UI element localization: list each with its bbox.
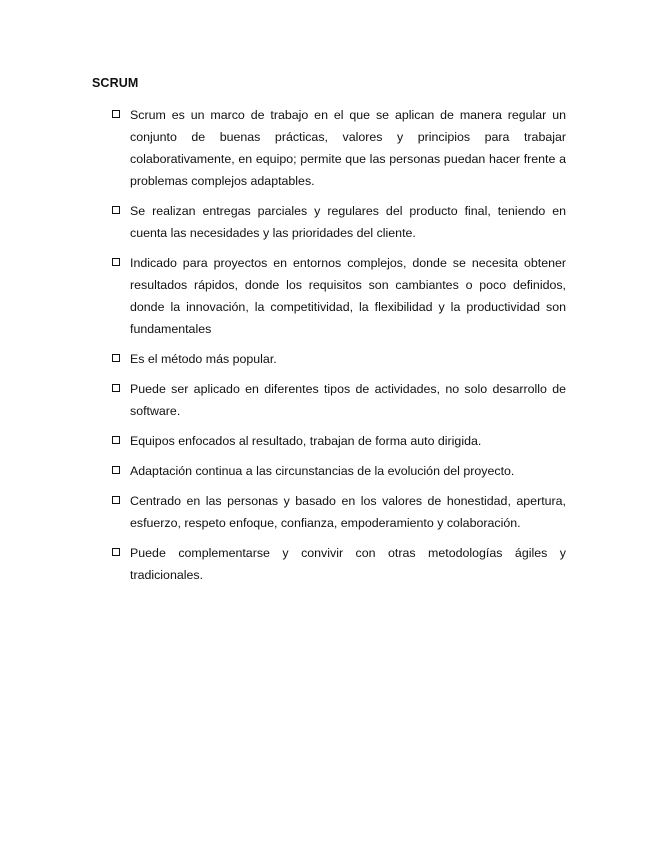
checkbox-square-icon (112, 354, 120, 362)
list-item-5 (110, 378, 566, 422)
checkbox-square-icon (112, 548, 120, 556)
list-item-8 (110, 490, 566, 534)
list-item-2 (110, 200, 566, 244)
page-title: SCRUM (92, 76, 139, 90)
checkbox-square-icon (112, 258, 120, 266)
checkbox-square-icon (112, 110, 120, 118)
list-item-text: Indicado para proyectos en entornos complejos, donde se necesita obtener resultados rápidos, donde los requisitos son cambiantes o poco definidos, donde la innovación, la competitividad, la flexibilidad y la productividad son fundamentales (130, 256, 566, 336)
list-item-text: Equipos enfocados al resultado, trabajan de forma auto dirigida. (130, 434, 482, 448)
list-item-text: Puede ser aplicado en diferentes tipos de actividades, no solo desarrollo de software. (130, 382, 566, 418)
checkbox-square-icon (112, 206, 120, 214)
checkbox-square-icon (112, 466, 120, 474)
list-item-3 (110, 252, 566, 340)
checkbox-square-icon (112, 496, 120, 504)
list-item-7 (110, 460, 566, 482)
list-item-text: Centrado en las personas y basado en los valores de honestidad, apertura, esfuerzo, respeto enfoque, confianza, empoderamiento y colaboración. (130, 494, 566, 530)
list-item-1 (110, 104, 566, 192)
list-item-4 (110, 348, 566, 370)
list-item-text: Adaptación continua a las circunstancias de la evolución del proyecto. (130, 464, 515, 478)
list-item-9 (110, 542, 566, 586)
list-item-text: Se realizan entregas parciales y regulares del producto final, teniendo en cuenta las necesidades y las prioridades del cliente. (130, 204, 566, 240)
checkbox-square-icon (112, 384, 120, 392)
list-item-text: Puede complementarse y convivir con otras metodologías ágiles y tradicionales. (130, 546, 566, 582)
list-item-6 (110, 430, 566, 452)
list-item-text: Es el método más popular. (130, 352, 277, 366)
checkbox-square-icon (112, 436, 120, 444)
scrum-feature-list (110, 104, 566, 594)
list-item-text: Scrum es un marco de trabajo en el que se aplican de manera regular un conjunto de buenas prácticas, valores y principios para trabajar colaborativamente, en equipo; permite que las personas puedan hacer frente a problemas complejos adaptables. (130, 108, 566, 188)
